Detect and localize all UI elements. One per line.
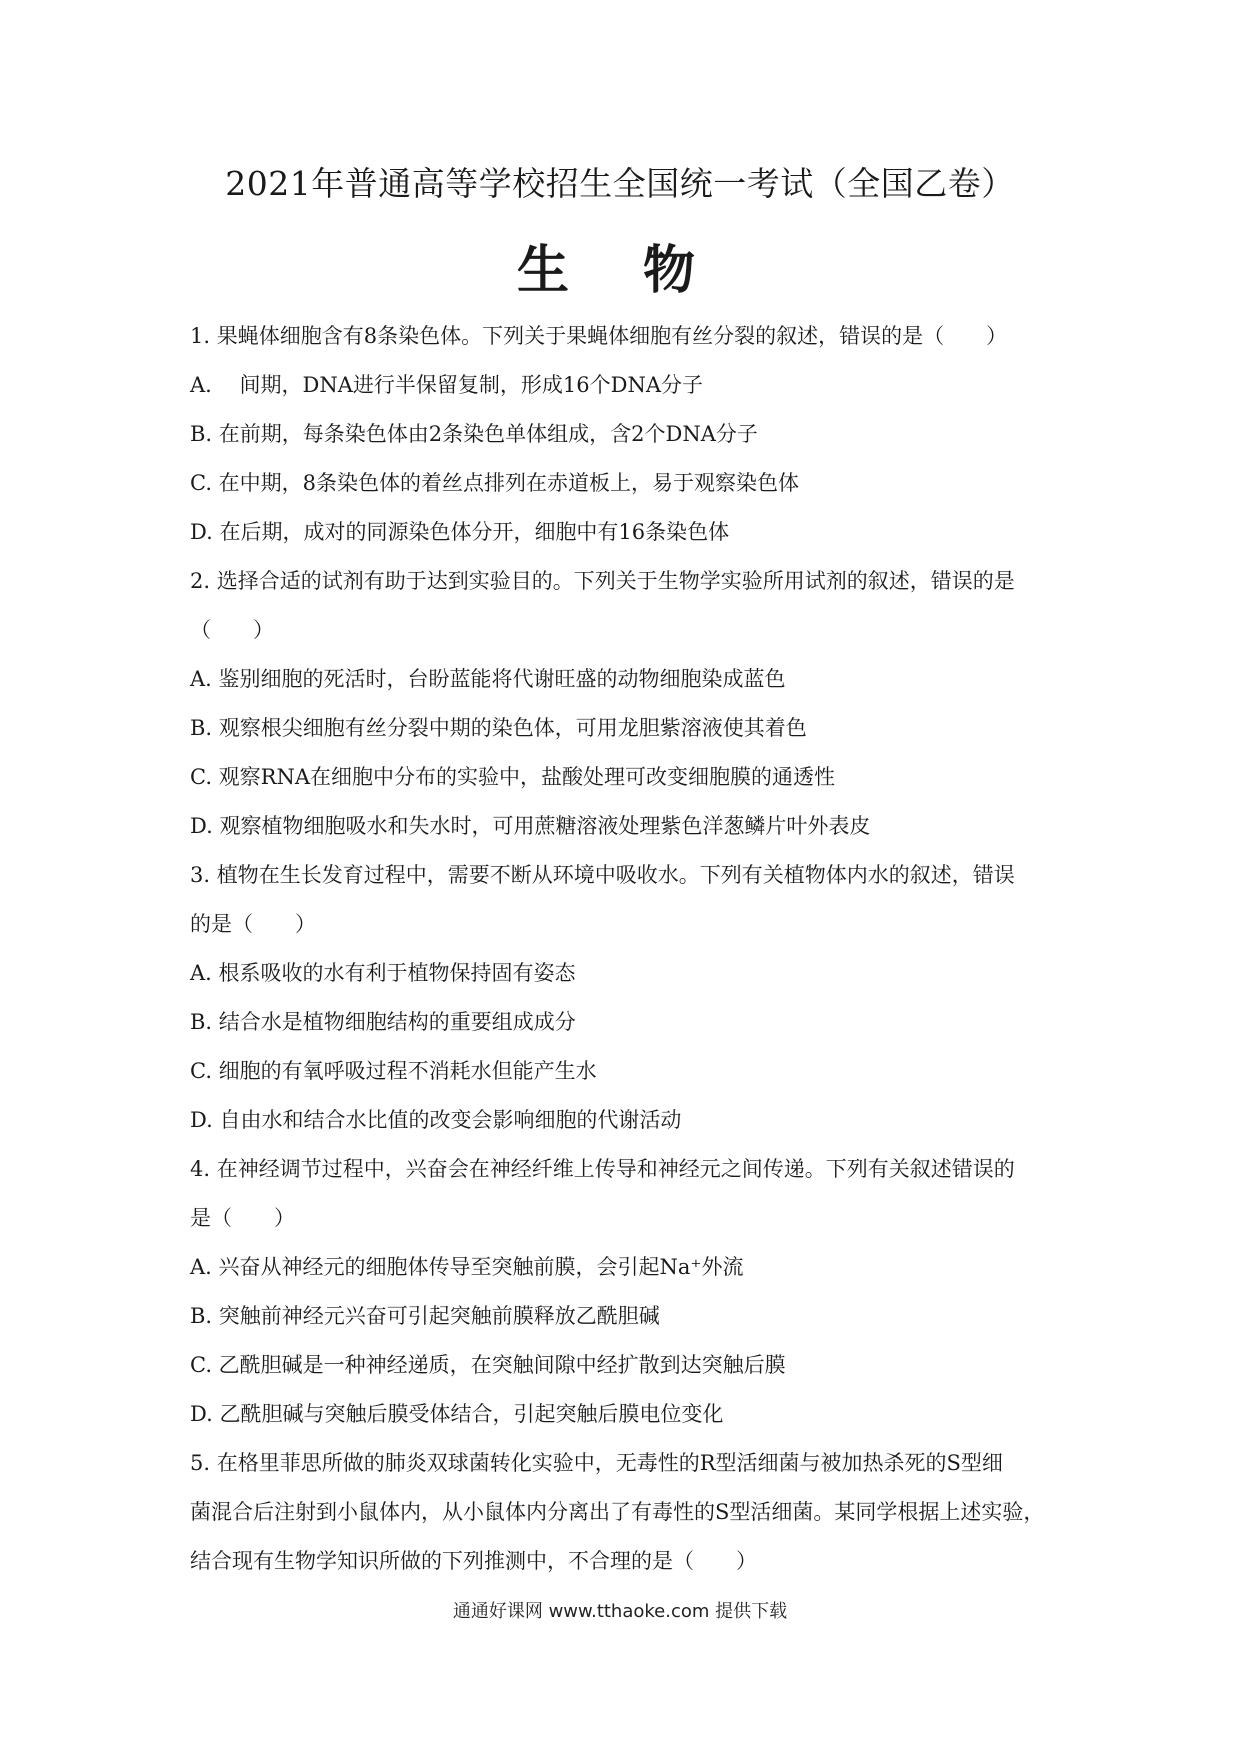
question-3-option-c: C. 细胞的有氧呼吸过程不消耗水但能产生水 xyxy=(190,1059,597,1083)
question-3-option-b: B. 结合水是植物细胞结构的重要组成成分 xyxy=(190,1010,576,1034)
question-2-option-c: C. 观察RNA在细胞中分布的实验中，盐酸处理可改变细胞膜的通透性 xyxy=(190,765,836,789)
question-5-stem-end: 结合现有生物学知识所做的下列推测中，不合理的是（ ） xyxy=(190,1549,757,1573)
question-2-option-b: B. 观察根尖细胞有丝分裂中期的染色体，可用龙胆紫溶液使其着色 xyxy=(190,716,807,740)
question-1-option-d: D. 在后期，成对的同源染色体分开，细胞中有16条染色体 xyxy=(190,520,730,544)
question-4-stem: 4. 在神经调节过程中，兴奋会在神经纤维上传导和神经元之间传递。下列有关叙述错误的 xyxy=(190,1157,1015,1181)
question-4-option-d: D. 乙酰胆碱与突触后膜受体结合，引起突触后膜电位变化 xyxy=(190,1402,724,1426)
question-4-stem-continued: 是（ ） xyxy=(190,1206,295,1230)
question-3-stem: 3. 植物在生长发育过程中，需要不断从环境中吸收水。下列有关植物体内水的叙述，错误 xyxy=(190,863,1015,887)
question-3-option-a: A. 根系吸收的水有利于植物保持固有姿态 xyxy=(190,961,576,985)
question-3-option-d: D. 自由水和结合水比值的改变会影响细胞的代谢活动 xyxy=(190,1108,682,1132)
question-2-stem-continued: （ ） xyxy=(190,618,274,642)
question-2-option-d: D. 观察植物细胞吸水和失水时，可用蔗糖溶液处理紫色洋葱鳞片叶外表皮 xyxy=(190,814,871,838)
question-3-stem-continued: 的是（ ） xyxy=(190,912,316,936)
question-5-stem-continued: 菌混合后注射到小鼠体内，从小鼠体内分离出了有毒性的S型活细菌。某同学根据上述实验， xyxy=(190,1500,1045,1524)
question-content xyxy=(190,312,1060,1586)
question-1-option-b: B. 在前期，每条染色体由2条染色单体组成，含2个DNA分子 xyxy=(190,422,758,446)
question-1-option-c: C. 在中期，8条染色体的着丝点排列在赤道板上，易于观察染色体 xyxy=(190,471,800,495)
footer-watermark: 通通好课网 www.tthaoke.com 提供下载 xyxy=(452,1601,788,1622)
question-1-option-a: A. 间期，DNA进行半保留复制，形成16个DNA分子 xyxy=(190,373,703,397)
question-1-stem: 1. 果蝇体细胞含有8条染色体。下列关于果蝇体细胞有丝分裂的叙述，错误的是（ ） xyxy=(190,324,1008,348)
question-5-stem: 5. 在格里菲思所做的肺炎双球菌转化实验中，无毒性的R型活细菌与被加热杀死的S型细 xyxy=(190,1451,1003,1475)
question-4-option-b: B. 突触前神经元兴奋可引起突触前膜释放乙酰胆碱 xyxy=(190,1304,660,1328)
exam-title: 2021年普通高等学校招生全国统一考试（全国乙卷） xyxy=(225,164,1015,203)
question-2-option-a: A. 鉴别细胞的死活时，台盼蓝能将代谢旺盛的动物细胞染成蓝色 xyxy=(190,667,786,691)
question-4-option-a: A. 兴奋从神经元的细胞体传导至突触前膜，会引起Na⁺外流 xyxy=(190,1255,744,1279)
question-2-stem: 2. 选择合适的试剂有助于达到实验目的。下列关于生物学实验所用试剂的叙述，错误的是 xyxy=(190,569,1015,593)
question-4-option-c: C. 乙酰胆碱是一种神经递质，在突触间隙中经扩散到达突触后膜 xyxy=(190,1353,786,1377)
subject-heading: 生 物 xyxy=(516,241,724,301)
